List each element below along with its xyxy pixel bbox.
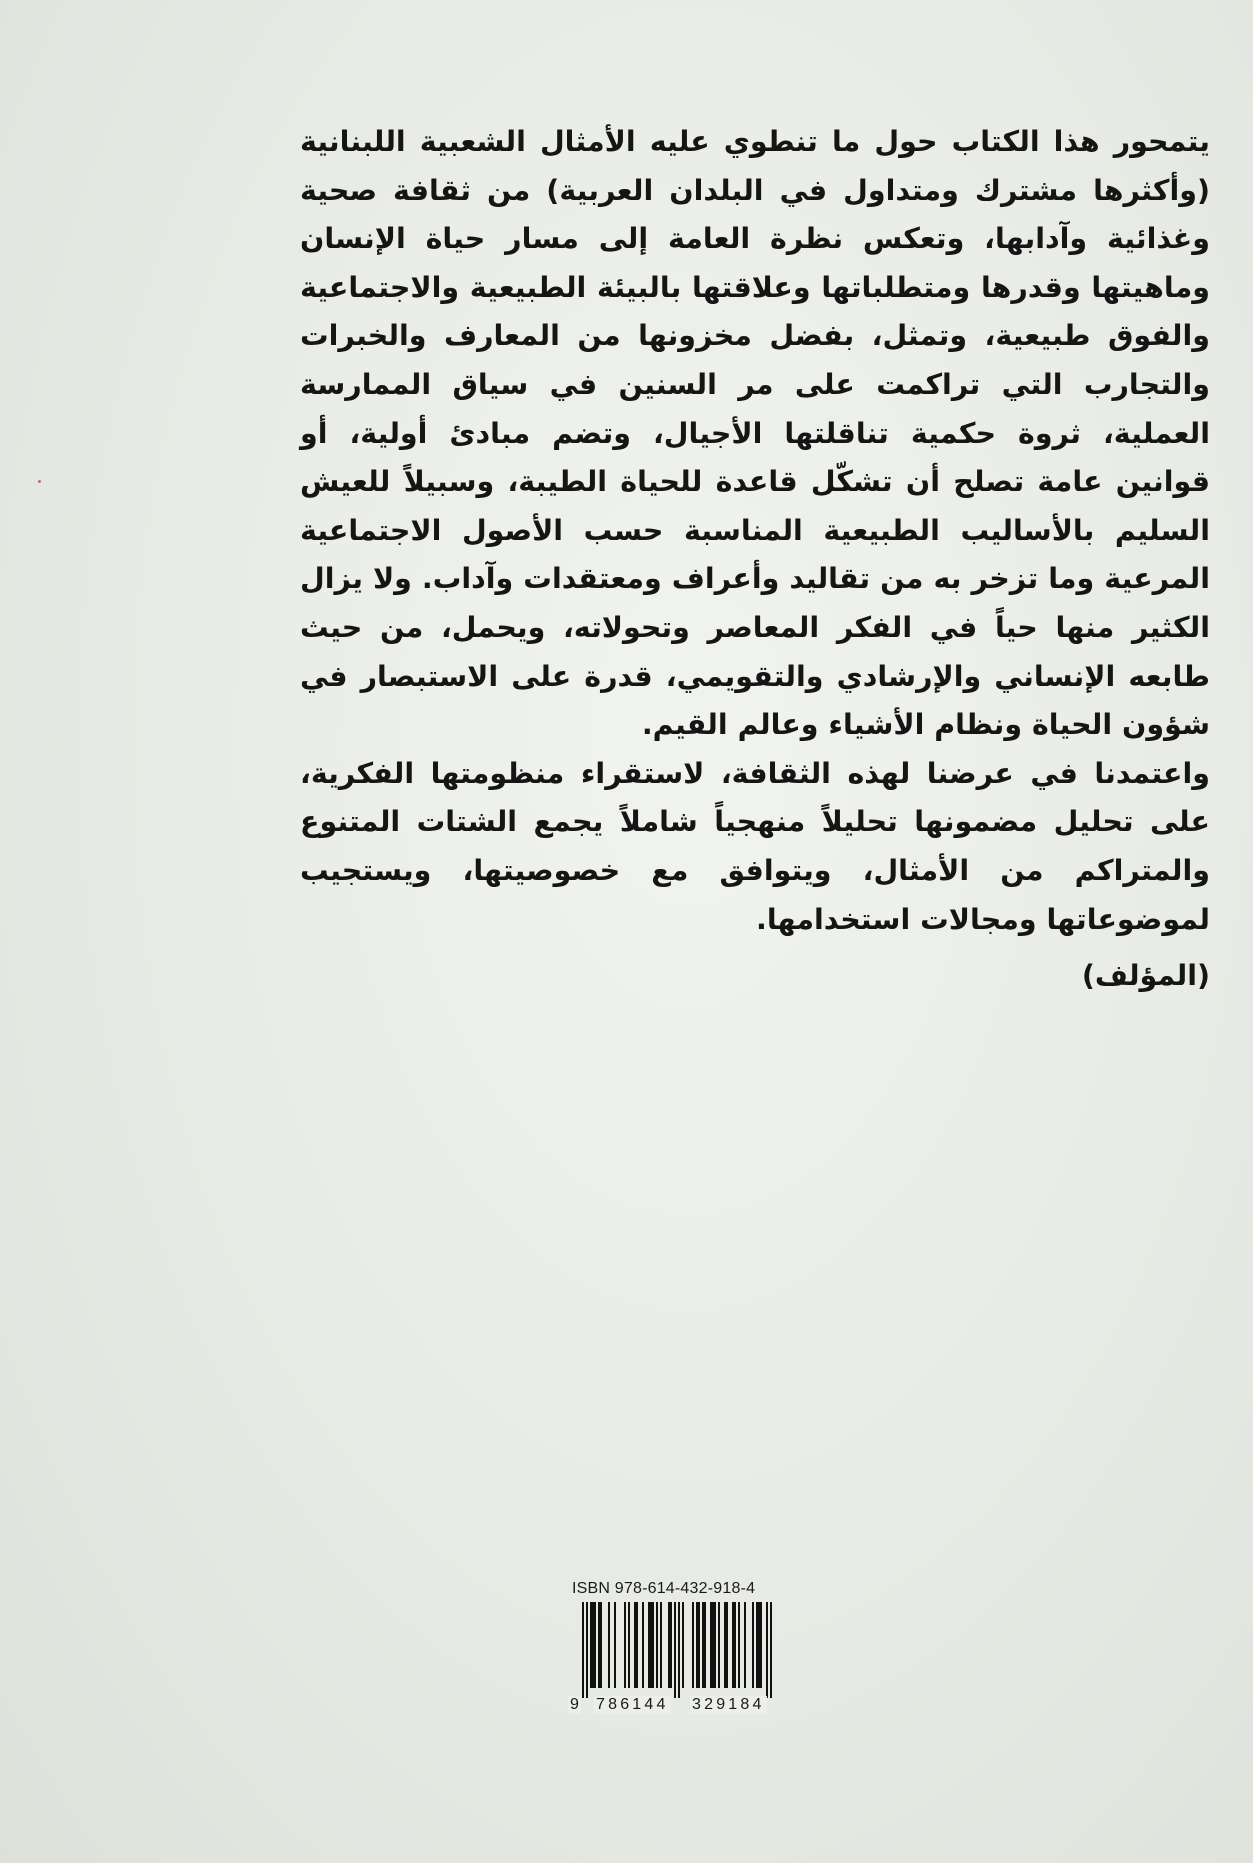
barcode-bar: [648, 1602, 650, 1688]
barcode-bar: [770, 1602, 772, 1698]
barcode-bar: [698, 1602, 700, 1688]
barcode-bar: [760, 1602, 762, 1688]
barcode-bar: [718, 1602, 720, 1688]
barcode-bar: [670, 1602, 672, 1688]
barcode-bar: [714, 1602, 716, 1688]
barcode-bar: [674, 1602, 676, 1698]
barcode-bar: [710, 1602, 712, 1688]
barcode-bar: [590, 1602, 592, 1688]
barcode-bar: [756, 1602, 758, 1688]
isbn-block: [570, 1580, 800, 1720]
barcode-bar: [592, 1602, 594, 1688]
barcode-bar: [696, 1602, 698, 1688]
barcode-bar: [758, 1602, 760, 1688]
barcode-bar: [628, 1602, 630, 1688]
barcode-bar: [656, 1602, 658, 1688]
barcode-digits: [570, 1698, 800, 1720]
barcode-image: [570, 1602, 776, 1698]
barcode-bar: [678, 1602, 680, 1698]
barcode-bar: [732, 1602, 734, 1688]
barcode-bar: [724, 1602, 726, 1688]
barcode-bar: [614, 1602, 616, 1688]
barcode-bar: [660, 1602, 662, 1688]
barcode-bar: [598, 1602, 600, 1688]
barcode-bar: [704, 1602, 706, 1688]
barcode-bar: [712, 1602, 714, 1688]
barcode-bar: [634, 1602, 636, 1688]
barcode-bar: [650, 1602, 652, 1688]
barcode-bar: [702, 1602, 704, 1688]
barcode-bar: [744, 1602, 746, 1688]
barcode-bar: [636, 1602, 638, 1688]
barcode-bar: [692, 1602, 694, 1688]
barcode-bar: [624, 1602, 626, 1688]
barcode-bar: [668, 1602, 670, 1688]
barcode-bar: [608, 1602, 610, 1688]
barcode-bar: [594, 1602, 596, 1688]
isbn-label: ISBN 978-614-432-918-4: [572, 1580, 756, 1597]
author-signature: (المؤلف): [1081, 959, 1210, 993]
blurb-paragraph-1: يتمحور هذا الكتاب حول ما تنطوي عليه الأمثال الشعبية اللبنانية (وأكثرها مشترك ومتداول في البلدان العربية) من ثقافة صحية وغذائية وآدابها، وتعكس نظرة العامة إلى مسار حياة الإنسان وماهيتها وقدرها ومتطلباتها وعلاقتها بالبيئة الطبيعية والاجتماعية والفوق طبيعية، وتمثل، بفضل مخزونها من المعارف والخبرات والتجارب التي تراكمت على مر السنين في سياق الممارسة العملية، ثروة حكمية تناقلتها الأجيال، وتضم مبادئ أولية، أو قوانين عامة تصلح أن تشكّل قاعدة للحياة الطيبة، وسبيلاً للعيش السليم بالأساليب الطبيعية المناسبة حسب الأصول الاجتماعية المرعية وما تزخر به من تقاليد وأعراف ومعتقدات وآداب. ولا يزال الكثير منها حياً في الفكر المعاصر وتحولاته، ويحمل، من حيث طابعه الإنساني والإرشادي والتقويمي، قدرة على الاستبصار في شؤون الحياة ونظام الأشياء وعالم القيم.: [300, 125, 1210, 742]
barcode-bar: [726, 1602, 728, 1688]
barcode-bar: [766, 1602, 768, 1698]
barcode-bar: [582, 1602, 584, 1698]
blurb-paragraph-2: واعتمدنا في عرضنا لهذه الثقافة، لاستقراء منظومتها الفكرية، على تحليل مضمونها تحليلاً منهجياً شاملاً يجمع الشتات المتنوع والمتراكم من الأمثال، ويتوافق مع خصوصيتها، ويستجيب لموضوعاتها ومجالات استخدامها.: [300, 756, 1210, 936]
barcode-bar: [586, 1602, 588, 1698]
barcode-digit-first: 9: [570, 1696, 579, 1713]
barcode-bar: [752, 1602, 754, 1688]
barcode-bar: [652, 1602, 654, 1688]
barcode-bar: [734, 1602, 736, 1688]
back-cover-blurb: [300, 118, 1210, 1001]
barcode-bar: [600, 1602, 602, 1688]
barcode-digits-right: 329184: [692, 1696, 765, 1713]
barcode-bar: [738, 1602, 740, 1688]
barcode-digits-left: 786144: [596, 1696, 669, 1713]
ink-speck: [38, 480, 41, 483]
barcode-bar: [642, 1602, 644, 1688]
barcode-bar: [682, 1602, 684, 1688]
